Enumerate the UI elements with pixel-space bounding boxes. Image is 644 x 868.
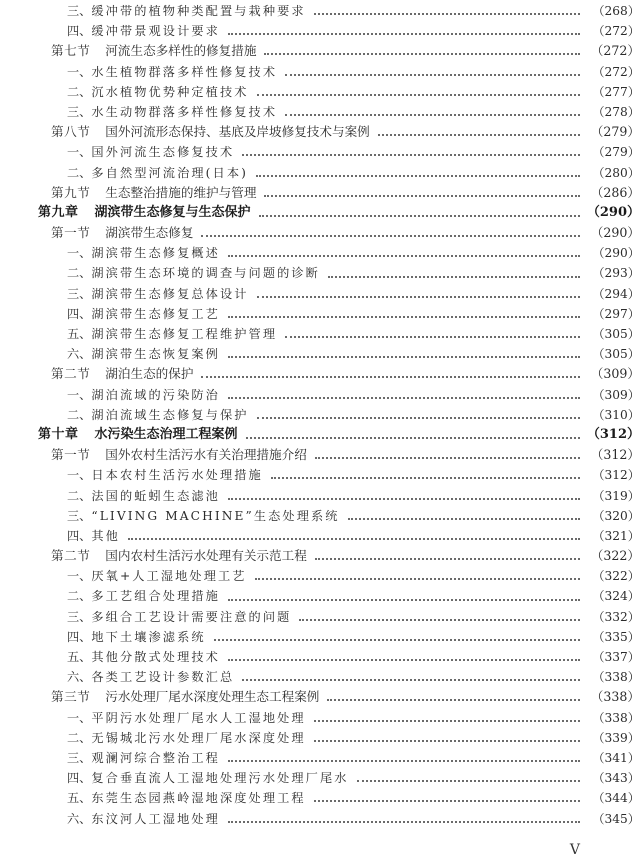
toc-entry-page: （279） bbox=[590, 124, 640, 140]
toc-entry-chapter bbox=[0, 425, 644, 445]
dot-leader bbox=[314, 13, 580, 15]
toc-entry-item bbox=[0, 526, 644, 546]
toc-entry-title: 湖滨带生态修复 bbox=[105, 225, 194, 241]
toc-entry-section bbox=[0, 183, 644, 203]
toc-entry-number: 第十章 bbox=[38, 426, 79, 442]
toc-entry-section bbox=[0, 687, 644, 707]
dot-leader bbox=[357, 780, 580, 782]
toc-entry-item bbox=[0, 385, 644, 405]
dot-leader bbox=[264, 195, 580, 197]
toc-entry-title: 多自然型河流治理(日本) bbox=[91, 165, 248, 180]
dot-leader bbox=[315, 457, 580, 459]
toc-entry-item bbox=[0, 506, 644, 526]
toc-entry-title: 厌氧+人工湿地处理工艺 bbox=[91, 569, 247, 584]
toc-entry-number: 四、 bbox=[67, 24, 92, 39]
toc-entry-number: 一、 bbox=[67, 468, 92, 483]
toc-entry-title: 水生植物群落多样性修复技术 bbox=[91, 64, 278, 79]
toc-entry-title: 法国的蚯蚓生态滤池 bbox=[91, 488, 220, 503]
dot-leader bbox=[228, 821, 580, 823]
dot-leader bbox=[257, 296, 580, 298]
toc-entry-item bbox=[0, 809, 644, 829]
toc-entry-page: （337） bbox=[592, 650, 640, 664]
dot-leader bbox=[201, 235, 580, 237]
toc-entry-page: （339） bbox=[592, 730, 640, 745]
toc-entry-number: 一、 bbox=[67, 64, 92, 79]
toc-entry-title: 日本农村生活污水处理措施 bbox=[91, 468, 263, 483]
toc-entry-title: 其他分散式处理技术 bbox=[91, 650, 220, 664]
toc-entry-title: 地下土壤渗滤系统 bbox=[91, 629, 206, 644]
dot-leader bbox=[228, 498, 580, 500]
toc-entry-title: 湖泊流域生态修复与保护 bbox=[91, 407, 249, 422]
toc-entry-number: 四、 bbox=[67, 528, 92, 543]
toc-entry-page: （309） bbox=[592, 387, 640, 402]
toc-entry-item bbox=[0, 142, 644, 162]
toc-entry-number: 第二节 bbox=[51, 548, 91, 564]
toc-entry-item bbox=[0, 344, 644, 364]
toc-entry-number: 第一节 bbox=[51, 225, 91, 241]
toc-entry-number: 四、 bbox=[67, 629, 92, 644]
toc-entry-page: （286） bbox=[590, 184, 640, 200]
toc-entry-page: （305） bbox=[592, 327, 640, 341]
toc-entry-number: 二、 bbox=[67, 730, 92, 745]
toc-entry-number: 二、 bbox=[67, 589, 92, 604]
toc-entry-item bbox=[0, 748, 644, 768]
toc-entry-page: （345） bbox=[592, 811, 640, 826]
toc-entry-page: （332） bbox=[592, 609, 640, 624]
dot-leader bbox=[315, 558, 580, 560]
toc-entry-page: （305） bbox=[592, 347, 640, 362]
toc-entry-item bbox=[0, 728, 644, 748]
toc-entry-page: （312） bbox=[592, 468, 640, 483]
toc-entry-page: （278） bbox=[592, 104, 640, 119]
dot-leader bbox=[259, 215, 580, 217]
toc-entry-title: “LIVING MACHINE”生态处理系统 bbox=[91, 508, 340, 523]
toc-entry-item bbox=[0, 708, 644, 728]
toc-entry-title: 其他 bbox=[91, 528, 120, 543]
toc-entry-title: 湖滨带生态修复与生态保护 bbox=[94, 204, 251, 220]
toc-entry-item bbox=[0, 586, 644, 606]
toc-entry-title: 国内农村生活污水处理有关示范工程 bbox=[105, 548, 307, 564]
dot-leader bbox=[255, 578, 580, 580]
toc-entry-page: （319） bbox=[592, 488, 640, 503]
toc-entry-number: 第一节 bbox=[51, 447, 91, 463]
toc-entry-number: 三、 bbox=[67, 750, 92, 765]
toc-entry-page: （272） bbox=[590, 43, 640, 59]
toc-entry-number: 三、 bbox=[67, 609, 92, 624]
toc-entry-title: 湖滨带生态恢复案例 bbox=[91, 347, 220, 362]
toc-entry-number: 三、 bbox=[67, 4, 92, 18]
dot-leader bbox=[327, 699, 580, 701]
toc-entry-title: 东汶河人工湿地处理 bbox=[91, 811, 220, 826]
toc-entry-page: （312） bbox=[586, 426, 640, 442]
toc-entry-number: 第九节 bbox=[51, 184, 91, 200]
toc-entry-number: 第三节 bbox=[51, 689, 91, 705]
toc-entry-number: 二、 bbox=[67, 407, 92, 422]
toc-entry-number: 五、 bbox=[67, 791, 92, 806]
toc-entry-page: （341） bbox=[592, 750, 640, 765]
toc-entry-title: 湖滨带生态修复工艺 bbox=[91, 306, 220, 321]
toc-entry-title: 水污染生态治理工程案例 bbox=[94, 426, 238, 442]
toc-entry-page: （268） bbox=[592, 4, 640, 18]
toc-entry-item bbox=[0, 284, 644, 304]
dot-leader bbox=[228, 397, 580, 399]
toc-entry-item bbox=[0, 607, 644, 627]
toc-entry-title: 沉水植物优势种定植技术 bbox=[91, 84, 249, 99]
toc-entry-page: （320） bbox=[592, 508, 640, 523]
dot-leader bbox=[228, 356, 580, 358]
toc-entry-item bbox=[0, 667, 644, 687]
toc-entry-section bbox=[0, 223, 644, 243]
toc-entry-number: 第八节 bbox=[51, 124, 91, 140]
toc-entry-section bbox=[0, 122, 644, 142]
toc-entry-item bbox=[0, 163, 644, 183]
toc-entry-item bbox=[0, 102, 644, 122]
toc-entry-section bbox=[0, 546, 644, 566]
toc-entry-title: 各类工艺设计参数汇总 bbox=[91, 670, 235, 685]
toc-entry-page: （321） bbox=[592, 528, 640, 543]
toc-entry-number: 二、 bbox=[67, 266, 92, 281]
toc-entry-number: 五、 bbox=[67, 327, 92, 341]
toc-entry-page: （324） bbox=[592, 589, 640, 604]
dot-leader bbox=[242, 154, 580, 156]
toc-entry-number: 四、 bbox=[67, 306, 92, 321]
toc-entry-page: （279） bbox=[592, 145, 640, 160]
dot-leader bbox=[299, 619, 580, 621]
toc-entry-page: （272） bbox=[592, 24, 640, 39]
dot-leader bbox=[257, 417, 580, 419]
toc-entry-number: 一、 bbox=[67, 387, 92, 402]
dot-leader bbox=[314, 800, 580, 802]
toc-entry-title: 湖滨带生态修复总体设计 bbox=[91, 286, 249, 301]
toc-entry-title: 多工艺组合处理措施 bbox=[91, 589, 220, 604]
dot-leader bbox=[228, 760, 580, 762]
toc-entry-page: （294） bbox=[592, 286, 640, 301]
toc-entry-section bbox=[0, 364, 644, 384]
dot-leader bbox=[228, 316, 580, 318]
toc-entry-number: 一、 bbox=[67, 569, 92, 584]
dot-leader bbox=[285, 74, 580, 76]
dot-leader bbox=[228, 659, 580, 661]
dot-leader bbox=[378, 134, 580, 136]
toc-entry-item bbox=[0, 788, 644, 808]
toc-entry-page: （338） bbox=[590, 689, 640, 705]
toc-entry-item bbox=[0, 304, 644, 324]
toc-entry-page: （338） bbox=[592, 670, 640, 685]
toc-entry-title: 湖滨带生态修复概述 bbox=[91, 246, 220, 261]
toc-entry-title: 污水处理厂尾水深度处理生态工程案例 bbox=[105, 689, 320, 705]
toc-entry-item bbox=[0, 465, 644, 485]
dot-leader bbox=[128, 538, 580, 540]
toc-entry-page: （312） bbox=[590, 447, 640, 463]
toc-entry-section bbox=[0, 445, 644, 465]
toc-entry-item bbox=[0, 647, 644, 667]
toc-entry-title: 观澜河综合整治工程 bbox=[91, 750, 220, 765]
toc-entry-item bbox=[0, 82, 644, 102]
table-of-contents bbox=[0, 1, 644, 829]
toc-entry-number: 一、 bbox=[67, 246, 92, 261]
toc-entry-number: 六、 bbox=[67, 811, 92, 826]
toc-entry-title: 东莞生态园燕岭湿地深度处理工程 bbox=[91, 791, 306, 806]
toc-entry-number: 五、 bbox=[67, 650, 92, 664]
dot-leader bbox=[328, 276, 580, 278]
toc-entry-page: （280） bbox=[592, 165, 640, 180]
toc-entry-title: 河流生态多样性的修复措施 bbox=[105, 43, 257, 59]
toc-entry-title: 缓冲带的植物种类配置与栽种要求 bbox=[91, 4, 306, 18]
toc-entry-title: 国外农村生活污水有关治理措施介绍 bbox=[105, 447, 307, 463]
page-number: V bbox=[569, 842, 580, 858]
toc-entry-number: 一、 bbox=[67, 145, 92, 160]
toc-entry-number: 三、 bbox=[67, 104, 92, 119]
toc-entry-title: 缓冲带景观设计要求 bbox=[91, 24, 220, 39]
toc-entry-page: （344） bbox=[592, 791, 640, 806]
toc-entry-chapter bbox=[0, 203, 644, 223]
toc-entry-page: （290） bbox=[590, 225, 640, 241]
toc-entry-page: （310） bbox=[592, 407, 640, 422]
toc-entry-title: 水生动物群落多样性修复技术 bbox=[91, 104, 278, 119]
dot-leader bbox=[264, 53, 580, 55]
toc-entry-page: （290） bbox=[586, 204, 640, 220]
toc-entry-page: （297） bbox=[592, 306, 640, 321]
toc-entry-title: 无锡城北污水处理厂尾水深度处理 bbox=[91, 730, 306, 745]
dot-leader bbox=[228, 255, 580, 257]
toc-entry-number: 二、 bbox=[67, 84, 92, 99]
dot-leader bbox=[314, 720, 580, 722]
toc-entry-title: 湖泊生态的保护 bbox=[105, 366, 194, 382]
dot-leader bbox=[246, 437, 580, 439]
dot-leader bbox=[314, 740, 580, 742]
dot-leader bbox=[348, 518, 580, 520]
toc-entry-title: 国外河流生态修复技术 bbox=[91, 145, 235, 160]
toc-entry-title: 生态整治措施的维护与管理 bbox=[105, 184, 257, 200]
toc-entry-page: （277） bbox=[592, 84, 640, 99]
toc-entry-title: 复合垂直流人工湿地处理污水处理厂尾水 bbox=[91, 771, 349, 786]
toc-entry-number: 第二节 bbox=[51, 366, 91, 382]
toc-entry-item bbox=[0, 405, 644, 425]
toc-entry-page: （335） bbox=[592, 629, 640, 644]
toc-entry-item bbox=[0, 627, 644, 647]
toc-entry-number: 三、 bbox=[67, 508, 92, 523]
toc-entry-item bbox=[0, 243, 644, 263]
toc-entry-page: （322） bbox=[592, 569, 640, 584]
toc-entry-item bbox=[0, 768, 644, 788]
toc-entry-number: 六、 bbox=[67, 347, 92, 362]
toc-entry-item bbox=[0, 263, 644, 283]
toc-entry-item bbox=[0, 62, 644, 82]
toc-entry-number: 第七节 bbox=[51, 43, 91, 59]
toc-entry-number: 二、 bbox=[67, 165, 92, 180]
toc-entry-number: 一、 bbox=[67, 710, 92, 725]
toc-entry-item bbox=[0, 324, 644, 344]
toc-entry-title: 平阴污水处理厂尾水人工湿地处理 bbox=[91, 710, 306, 725]
toc-entry-page: （309） bbox=[590, 366, 640, 382]
dot-leader bbox=[257, 94, 580, 96]
toc-entry-item bbox=[0, 21, 644, 41]
dot-leader bbox=[214, 639, 580, 641]
toc-entry-number: 二、 bbox=[67, 488, 92, 503]
toc-entry-number: 第九章 bbox=[38, 204, 79, 220]
toc-entry-item bbox=[0, 1, 644, 21]
toc-entry-item bbox=[0, 566, 644, 586]
dot-leader bbox=[228, 33, 580, 35]
toc-entry-title: 国外河流形态保持、基底及岸坡修复技术与案例 bbox=[105, 124, 370, 140]
toc-entry-section bbox=[0, 41, 644, 61]
dot-leader bbox=[256, 175, 580, 177]
dot-leader bbox=[201, 376, 580, 378]
toc-entry-page: （322） bbox=[590, 548, 640, 564]
toc-entry-page: （293） bbox=[592, 266, 640, 281]
toc-entry-title: 多组合工艺设计需要注意的问题 bbox=[91, 609, 292, 624]
toc-entry-page: （272） bbox=[592, 64, 640, 79]
toc-entry-number: 六、 bbox=[67, 670, 92, 685]
toc-entry-title: 湖滨带生态修复工程维护管理 bbox=[91, 327, 278, 341]
toc-entry-title: 湖滨带生态环境的调查与问题的诊断 bbox=[91, 266, 320, 281]
toc-entry-title: 湖泊流域的污染防治 bbox=[91, 387, 220, 402]
toc-entry-number: 四、 bbox=[67, 771, 92, 786]
toc-entry-number: 三、 bbox=[67, 286, 92, 301]
toc-entry-page: （343） bbox=[592, 771, 640, 786]
toc-entry-page: （290） bbox=[592, 246, 640, 261]
dot-leader bbox=[228, 599, 580, 601]
toc-entry-item bbox=[0, 486, 644, 506]
toc-entry-page: （338） bbox=[592, 710, 640, 725]
dot-leader bbox=[285, 336, 580, 338]
dot-leader bbox=[242, 679, 580, 681]
dot-leader bbox=[271, 477, 580, 479]
dot-leader bbox=[285, 114, 580, 116]
